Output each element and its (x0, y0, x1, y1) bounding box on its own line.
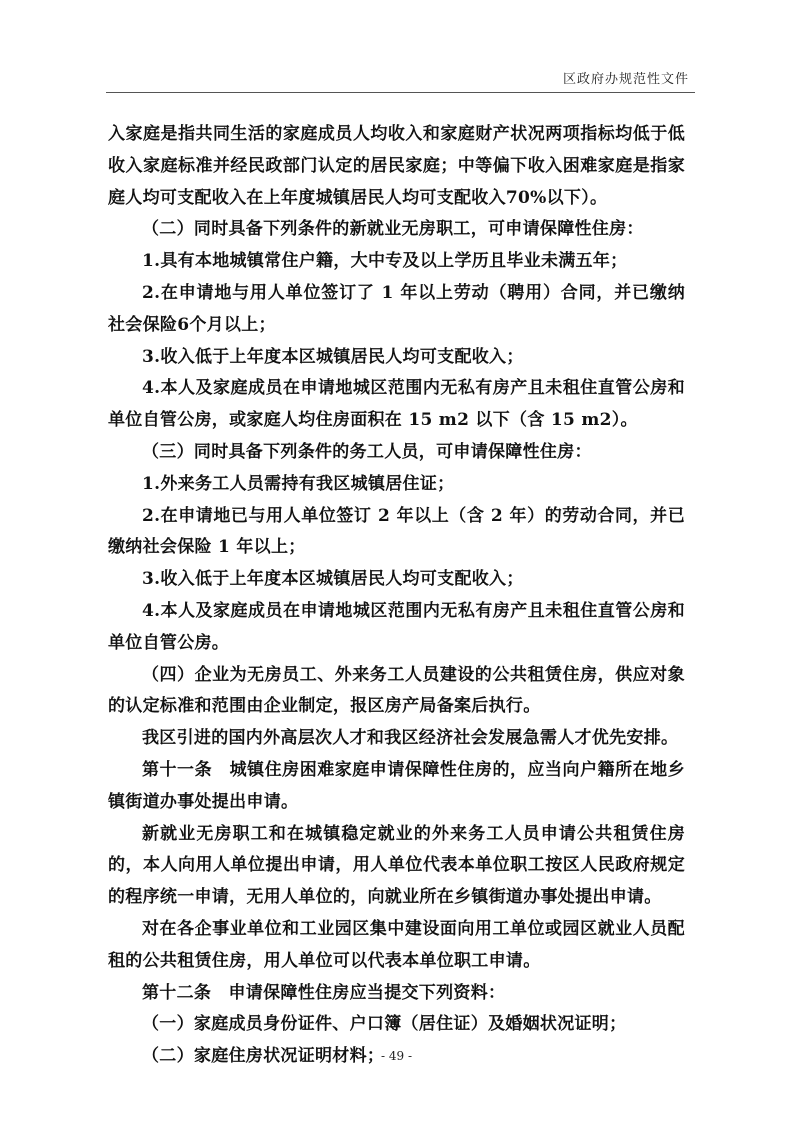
paragraph: 4.本人及家庭成员在申请地城区范围内无私有房产且未租住直管公房和单位自管公房。 (108, 600, 685, 653)
paragraph: 第十一条 城镇住房困难家庭申请保障性住房的，应当向户籍所在地乡镇街道办事处提出申请。 (108, 759, 685, 812)
paragraph: 我区引进的国内外高层次人才和我区经济社会发展急需人才优先安排。 (142, 728, 679, 749)
header-title: 区政府办规范性文件 (562, 72, 689, 87)
page-number: - 49 - (380, 1049, 412, 1063)
paragraph: 入家庭是指共同生活的家庭成员人均收入和家庭财产状况两项指标均低于低收入家庭标准并经民政部门认定的居民家庭；中等偏下收入困难家庭是指家庭人均可支配收入在上年度城镇居民人均可支配收入70%以下）。 (108, 124, 685, 208)
paragraph: （二）家庭住房状况证明材料； (142, 1046, 385, 1067)
paragraph: 4.本人及家庭成员在申请地城区范围内无私有房产且未租住直管公房和单位自管公房，或家庭人均住房面积在 15 m2 以下（含 15 m2）。 (108, 378, 685, 431)
paragraph: 新就业无房职工和在城镇稳定就业的外来务工人员申请公共租赁住房的，本人向用人单位提出申请，用人单位代表本单位职工按区人民政府规定的程序统一申请，无用人单位的，向就业所在乡镇街道办事处提出申请。 (108, 823, 685, 908)
paragraph: 1.外来务工人员需持有我区城镇居住证； (142, 473, 455, 494)
paragraph: 3.收入低于上年度本区城镇居民人均可支配收入； (142, 346, 524, 367)
paragraph: 1.具有本地城镇常住户籍，大中专及以上学历且毕业未满五年； (142, 251, 628, 272)
paragraph: （一）家庭成员身份证件、户口簿（居住证）及婚姻状况证明； (142, 1014, 627, 1035)
paragraph: （四）企业为无房员工、外来务工人员建设的公共租赁住房，供应对象的认定标准和范围由企业制定，报区房产局备案后执行。 (108, 664, 685, 717)
paragraph: （三）同时具备下列条件的务工人员，可申请保障性住房： (142, 441, 592, 462)
paragraph: 第十二条 申请保障性住房应当提交下列资料： (142, 982, 506, 1003)
header-divider (106, 92, 695, 93)
paragraph: 对在各企事业单位和工业园区集中建设面向用工单位或园区就业人员配租的公共租赁住房，用人单位可以代表本单位职工申请。 (108, 918, 685, 971)
paragraph: 3.收入低于上年度本区城镇居民人均可支配收入； (142, 569, 524, 590)
paragraph: （二）同时具备下列条件的新就业无房职工，可申请保障性住房： (142, 219, 644, 240)
paragraph: 2.在申请地与用人单位签订了 1 年以上劳动（聘用）合同，并已缴纳社会保险6个月以上； (108, 282, 685, 335)
paragraph: 2.在申请地已与用人单位签订 2 年以上（含 2 年）的劳动合同，并已缴纳社会保险 1 年以上； (108, 505, 685, 558)
document-body (108, 119, 685, 1073)
